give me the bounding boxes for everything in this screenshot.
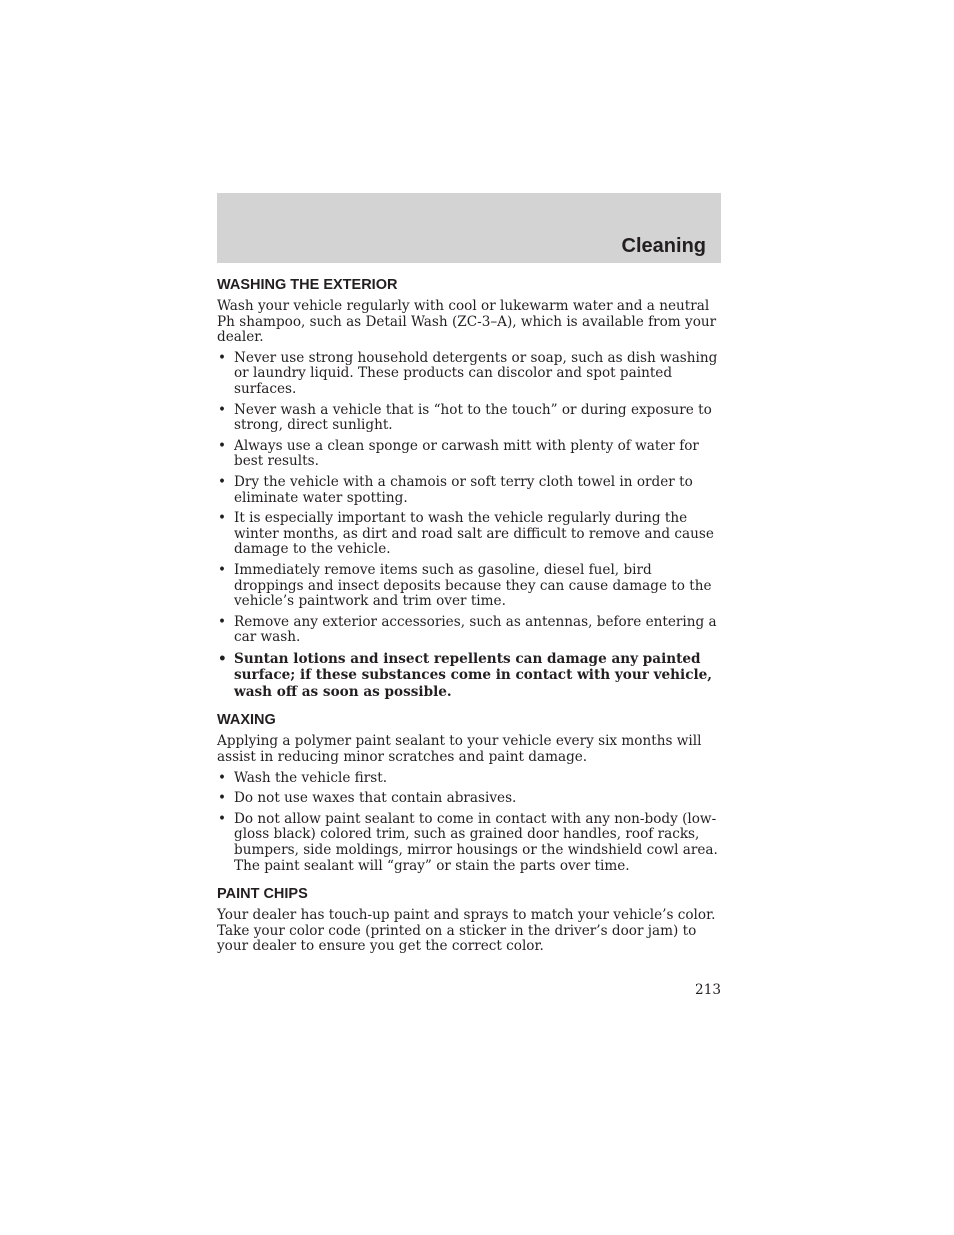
list-item-text: It is especially important to wash the vehicle regularly during the winter months, as dirt and road salt are difficult to remove and cause damage to the vehicle. [234,510,714,558]
list-item-text: Always use a clean sponge or carwash mitt with plenty of water for best results. [234,437,699,470]
page-number: 213 [695,982,721,998]
list-item-text: Immediately remove items such as gasoline, diesel fuel, bird droppings and insect deposits because they can cause damage to the vehicle’s paintwork and trim over time. [234,561,712,610]
section-paint-chips [217,885,721,955]
list-item-text: Wash the vehicle first. [234,769,388,786]
section-heading: WAXING [217,712,276,729]
list-item-text: Remove any exterior accessories, such as antennas, before entering a car wash. [234,613,717,646]
bullet-glyph: • [218,613,227,630]
list-item [217,351,721,398]
section-intro: Your dealer has touch-up paint and sprays to match your vehicle’s color. Take your color code (printed on a sticker in the driver’s door jam) to your dealer to ensure you get the correct color. [217,907,716,955]
bullet-glyph: • [218,401,227,418]
bullet-glyph: • [218,769,227,786]
list-item [217,615,721,646]
list-item [217,511,721,558]
list-item [217,475,721,506]
bullet-glyph: • [218,561,227,578]
section-washing-exterior [217,276,721,700]
section-waxing [217,711,721,874]
warning-list-item [217,651,721,701]
section-intro: Wash your vehicle regularly with cool or lukewarm water and a neutral Ph shampoo, such as Detail Wash (ZC-3–A), which is available from your dealer. [217,298,717,346]
header-band [217,193,721,263]
bullet-glyph: • [218,810,227,827]
bullet-list [217,351,721,701]
list-item-text: Suntan lotions and insect repellents can damage any painted surface; if these substances come in contact with your vehicle, wash off as soon as possible. [234,650,713,700]
list-item-text: Never wash a vehicle that is “hot to the touch” or during exposure to strong, direct sunlight. [234,401,712,434]
list-item [217,771,721,787]
list-item [217,403,721,434]
list-item-text: Dry the vehicle with a chamois or soft terry cloth towel in order to eliminate water spotting. [234,473,693,506]
bullet-glyph: • [218,790,227,807]
bullet-list [217,771,721,875]
section-intro: Applying a polymer paint sealant to your vehicle every six months will assist in reducing minor scratches and paint damage. [217,733,702,765]
list-item [217,812,721,874]
list-item [217,439,721,470]
list-item-text: Do not allow paint sealant to come in contact with any non-body (low-gloss black) colored trim, such as grained door handles, roof racks, bumpers, side moldings, mirror housings or the windshield cowl area. The paint sealant will “gray” or stain the parts over time. [234,810,718,874]
page-content [217,276,721,960]
section-heading: PAINT CHIPS [217,886,308,903]
bullet-glyph: • [218,510,227,527]
bullet-glyph: • [218,650,227,667]
page-title: Cleaning [621,235,706,257]
list-item [217,563,721,610]
bullet-glyph: • [218,437,227,454]
list-item-text: Never use strong household detergents or soap, such as dish washing or laundry liquid. These products can discolor and spot painted surfaces. [234,349,718,397]
section-heading: WASHING THE EXTERIOR [217,277,398,293]
list-item [217,791,721,807]
bullet-glyph: • [218,349,227,366]
bullet-glyph: • [218,473,227,490]
list-item-text: Do not use waxes that contain abrasives. [234,790,517,807]
